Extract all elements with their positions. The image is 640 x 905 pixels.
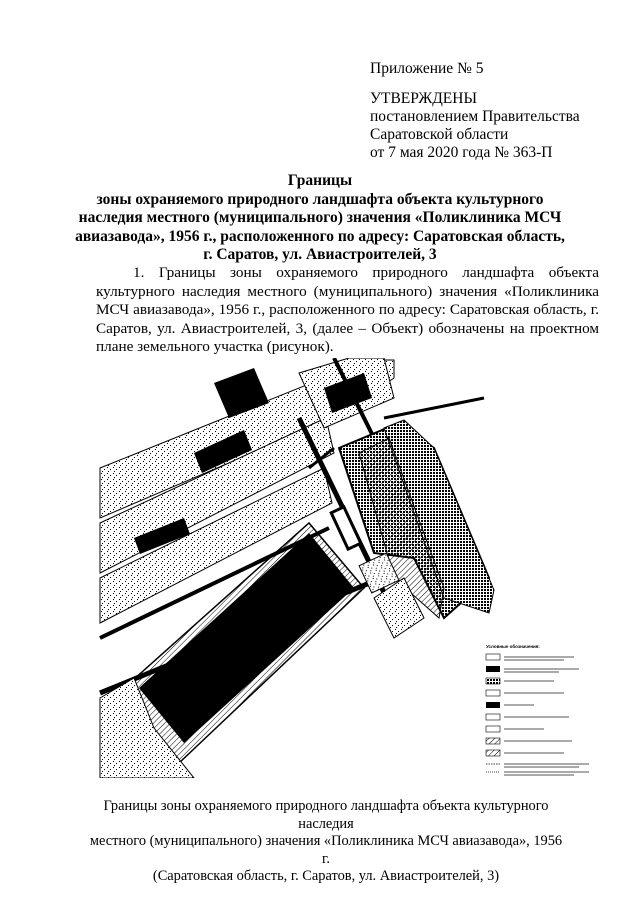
- approved-by-line-2: Саратовской области: [370, 126, 509, 143]
- document-title: [60, 172, 580, 265]
- legend-title: Условные обозначения:: [486, 644, 540, 649]
- caption-line-2: местного (муниципального) значения «Поликлиника МСЧ авиазавода», 1956 г.: [89, 833, 563, 867]
- title-line-5: г. Саратов, ул. Авиастроителей, 3: [203, 246, 437, 263]
- caption-line-3: (Саратовская область, г. Саратов, ул. Авиастроителей, 3): [152, 868, 500, 884]
- approved-by-line-1: постановлением Правительства: [370, 108, 580, 125]
- title-line-4: авиазавода», 1956 г., расположенного по адресу: Саратовская область,: [75, 227, 565, 245]
- site-plan-figure: [94, 358, 600, 778]
- title-line-1: Границы: [287, 172, 353, 189]
- map-legend: [486, 643, 589, 775]
- body-paragraph: 1. Границы зоны охраняемого природного ландшафта объекта культурного наследия местного (муниципального) значения «Поликлиника МСЧ авиазавода», 1956 г., расположенного по адресу: Саратовская область, г. Саратов, ул. Авиастроителей, 3, (далее – Объект) обозначены на проектном плане земельного участка (рисунок).: [96, 264, 599, 356]
- approval-header: [370, 60, 630, 162]
- title-line-3: наследия местного (муниципального) значения «Поликлиника МСЧ: [78, 209, 562, 226]
- figure-caption: [86, 798, 566, 886]
- approved-label: УТВЕРЖДЕНЫ: [370, 90, 477, 107]
- caption-line-1: Границы зоны охраняемого природного ландшафта объекта культурного наследия: [103, 798, 549, 832]
- approved-date: от 7 мая 2020 года № 363-П: [370, 144, 553, 161]
- appendix-number: Приложение № 5: [370, 60, 484, 77]
- title-line-2: зоны охраняемого природного ландшафта объекта культурного: [96, 190, 544, 208]
